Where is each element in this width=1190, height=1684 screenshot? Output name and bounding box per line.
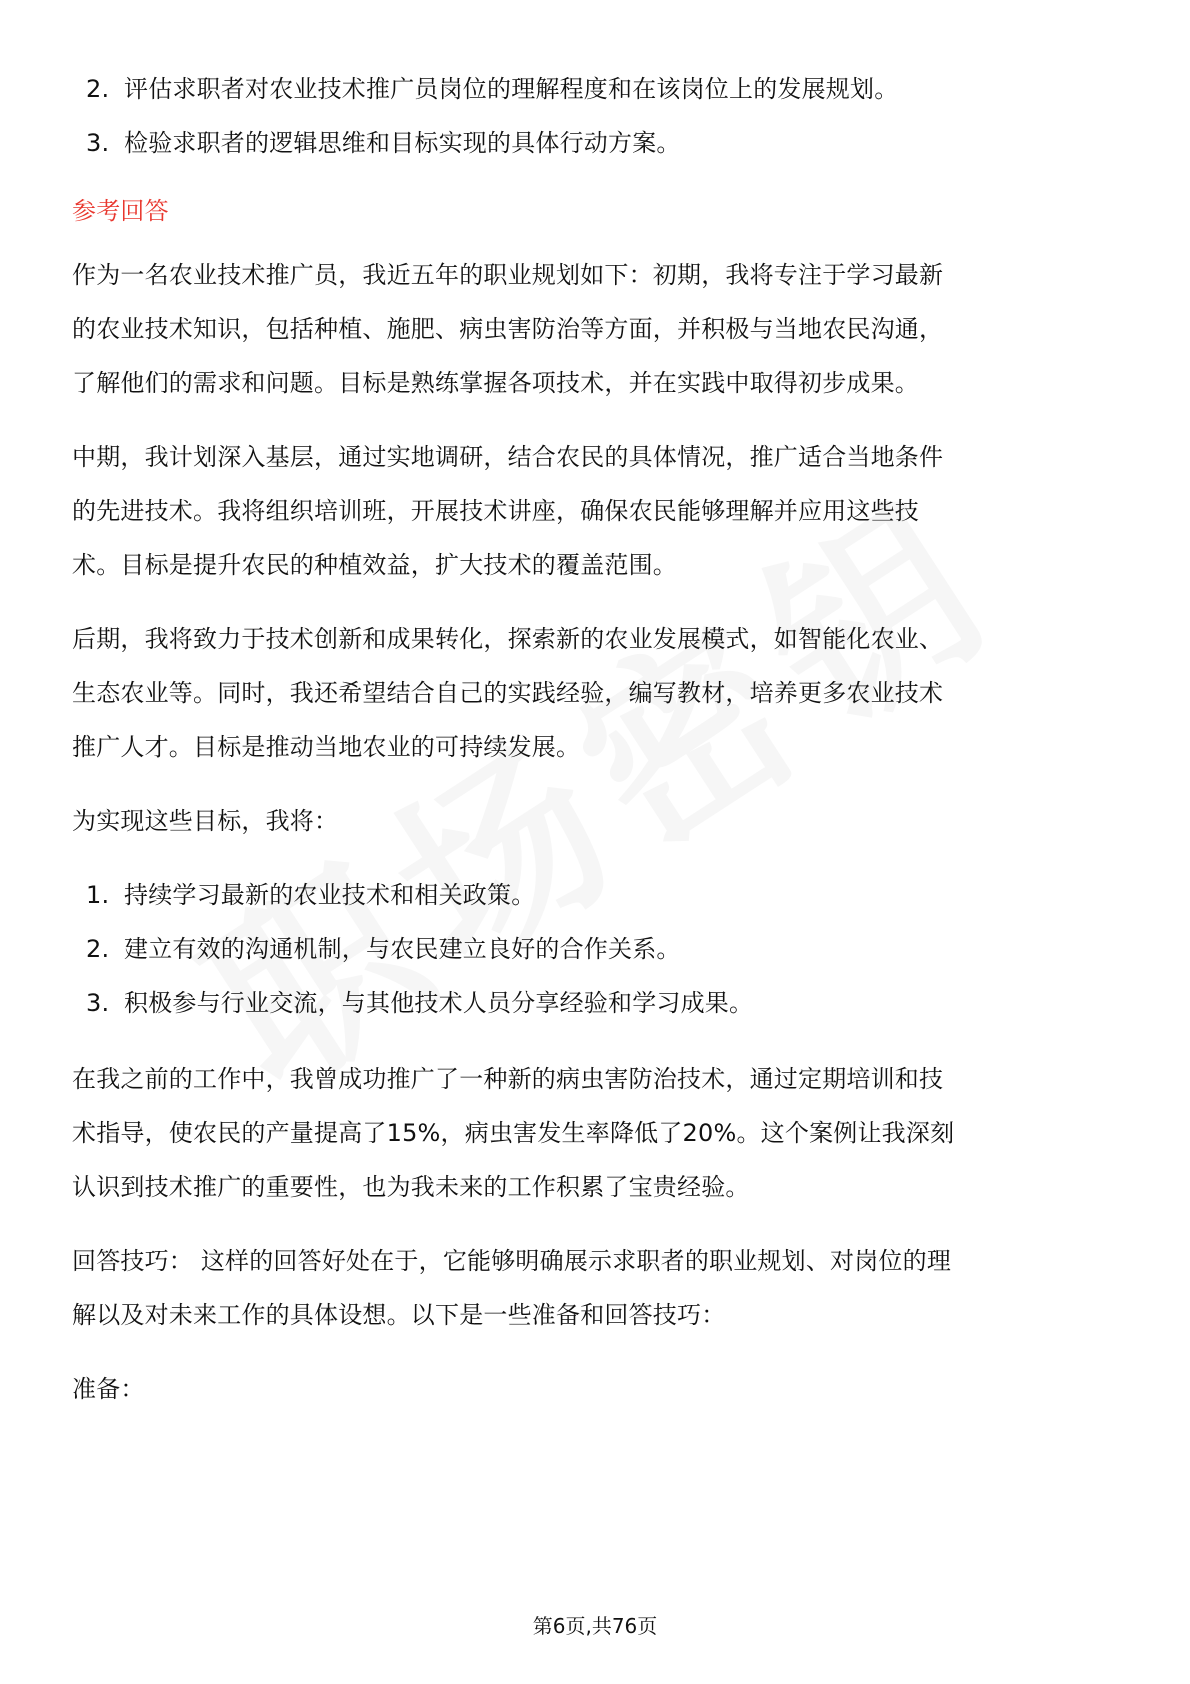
paragraph-mid-stage	[72, 430, 1118, 592]
text-line: 准备：	[72, 1375, 145, 1403]
answer-heading: 参考回答	[72, 197, 169, 225]
paragraph-late-stage	[72, 612, 1118, 774]
list-text: 检验求职者的逻辑思维和目标实现的具体行动方案。	[124, 129, 681, 157]
list-number: 2.	[86, 75, 110, 103]
paragraph-early-stage	[72, 248, 1118, 410]
list-item	[72, 62, 1118, 116]
list-item	[72, 922, 1118, 976]
text-line: 认识到技术推广的重要性，也为我未来的工作积累了宝贵经验。	[72, 1173, 750, 1201]
list-number: 3.	[86, 989, 110, 1017]
page-number: 第6页,共76页	[532, 1614, 658, 1638]
goals-list	[72, 868, 1118, 1030]
text-line: 推广人才。目标是推动当地农业的可持续发展。	[72, 733, 581, 761]
text-line: 的农业技术知识，包括种植、施肥、病虫害防治等方面，并积极与当地农民沟通，	[72, 315, 944, 343]
text-line: 回答技巧： 这样的回答好处在于，它能够明确展示求职者的职业规划、对岗位的理	[72, 1247, 952, 1275]
text-line: 作为一名农业技术推广员，我近五年的职业规划如下：初期，我将专注于学习最新	[72, 261, 944, 289]
list-item	[72, 868, 1118, 922]
text-line: 为实现这些目标，我将：	[72, 807, 339, 835]
list-item	[72, 976, 1118, 1030]
text-line: 中期，我计划深入基层，通过实地调研，结合农民的具体情况，推广适合当地条件	[72, 443, 944, 471]
text-line: 后期，我将致力于技术创新和成果转化，探索新的农业发展模式，如智能化农业、	[72, 625, 944, 653]
text-line: 解以及对未来工作的具体设想。以下是一些准备和回答技巧：	[72, 1301, 726, 1329]
list-number: 1.	[86, 881, 110, 909]
text-line: 生态农业等。同时，我还希望结合自己的实践经验，编写教材，培养更多农业技术	[72, 679, 944, 707]
paragraph-preparation-label	[72, 1362, 1118, 1416]
paragraph-goals-intro	[72, 794, 1118, 848]
list-text: 积极参与行业交流，与其他技术人员分享经验和学习成果。	[124, 989, 754, 1017]
paragraph-past-case	[72, 1052, 1118, 1214]
list-text: 持续学习最新的农业技术和相关政策。	[124, 881, 536, 909]
page-content	[72, 62, 1118, 1436]
text-line: 在我之前的工作中，我曾成功推广了一种新的病虫害防治技术，通过定期培训和技	[72, 1065, 944, 1093]
paragraph-answer-tips	[72, 1234, 1118, 1342]
list-item	[72, 116, 1118, 170]
text-line: 术指导，使农民的产量提高了15%，病虫害发生率降低了20%。这个案例让我深刻	[72, 1119, 955, 1147]
list-text: 建立有效的沟通机制，与农民建立良好的合作关系。	[124, 935, 681, 963]
list-text: 评估求职者对农业技术推广员岗位的理解程度和在该岗位上的发展规划。	[124, 75, 899, 103]
text-line: 的先进技术。我将组织培训班，开展技术讲座，确保农民能够理解并应用这些技	[72, 497, 919, 525]
list-number: 3.	[86, 129, 110, 157]
list-number: 2.	[86, 935, 110, 963]
text-line: 了解他们的需求和问题。目标是熟练掌握各项技术，并在实践中取得初步成果。	[72, 369, 919, 397]
evaluation-points-list	[72, 62, 1118, 170]
text-line: 术。目标是提升农民的种植效益，扩大技术的覆盖范围。	[72, 551, 677, 579]
